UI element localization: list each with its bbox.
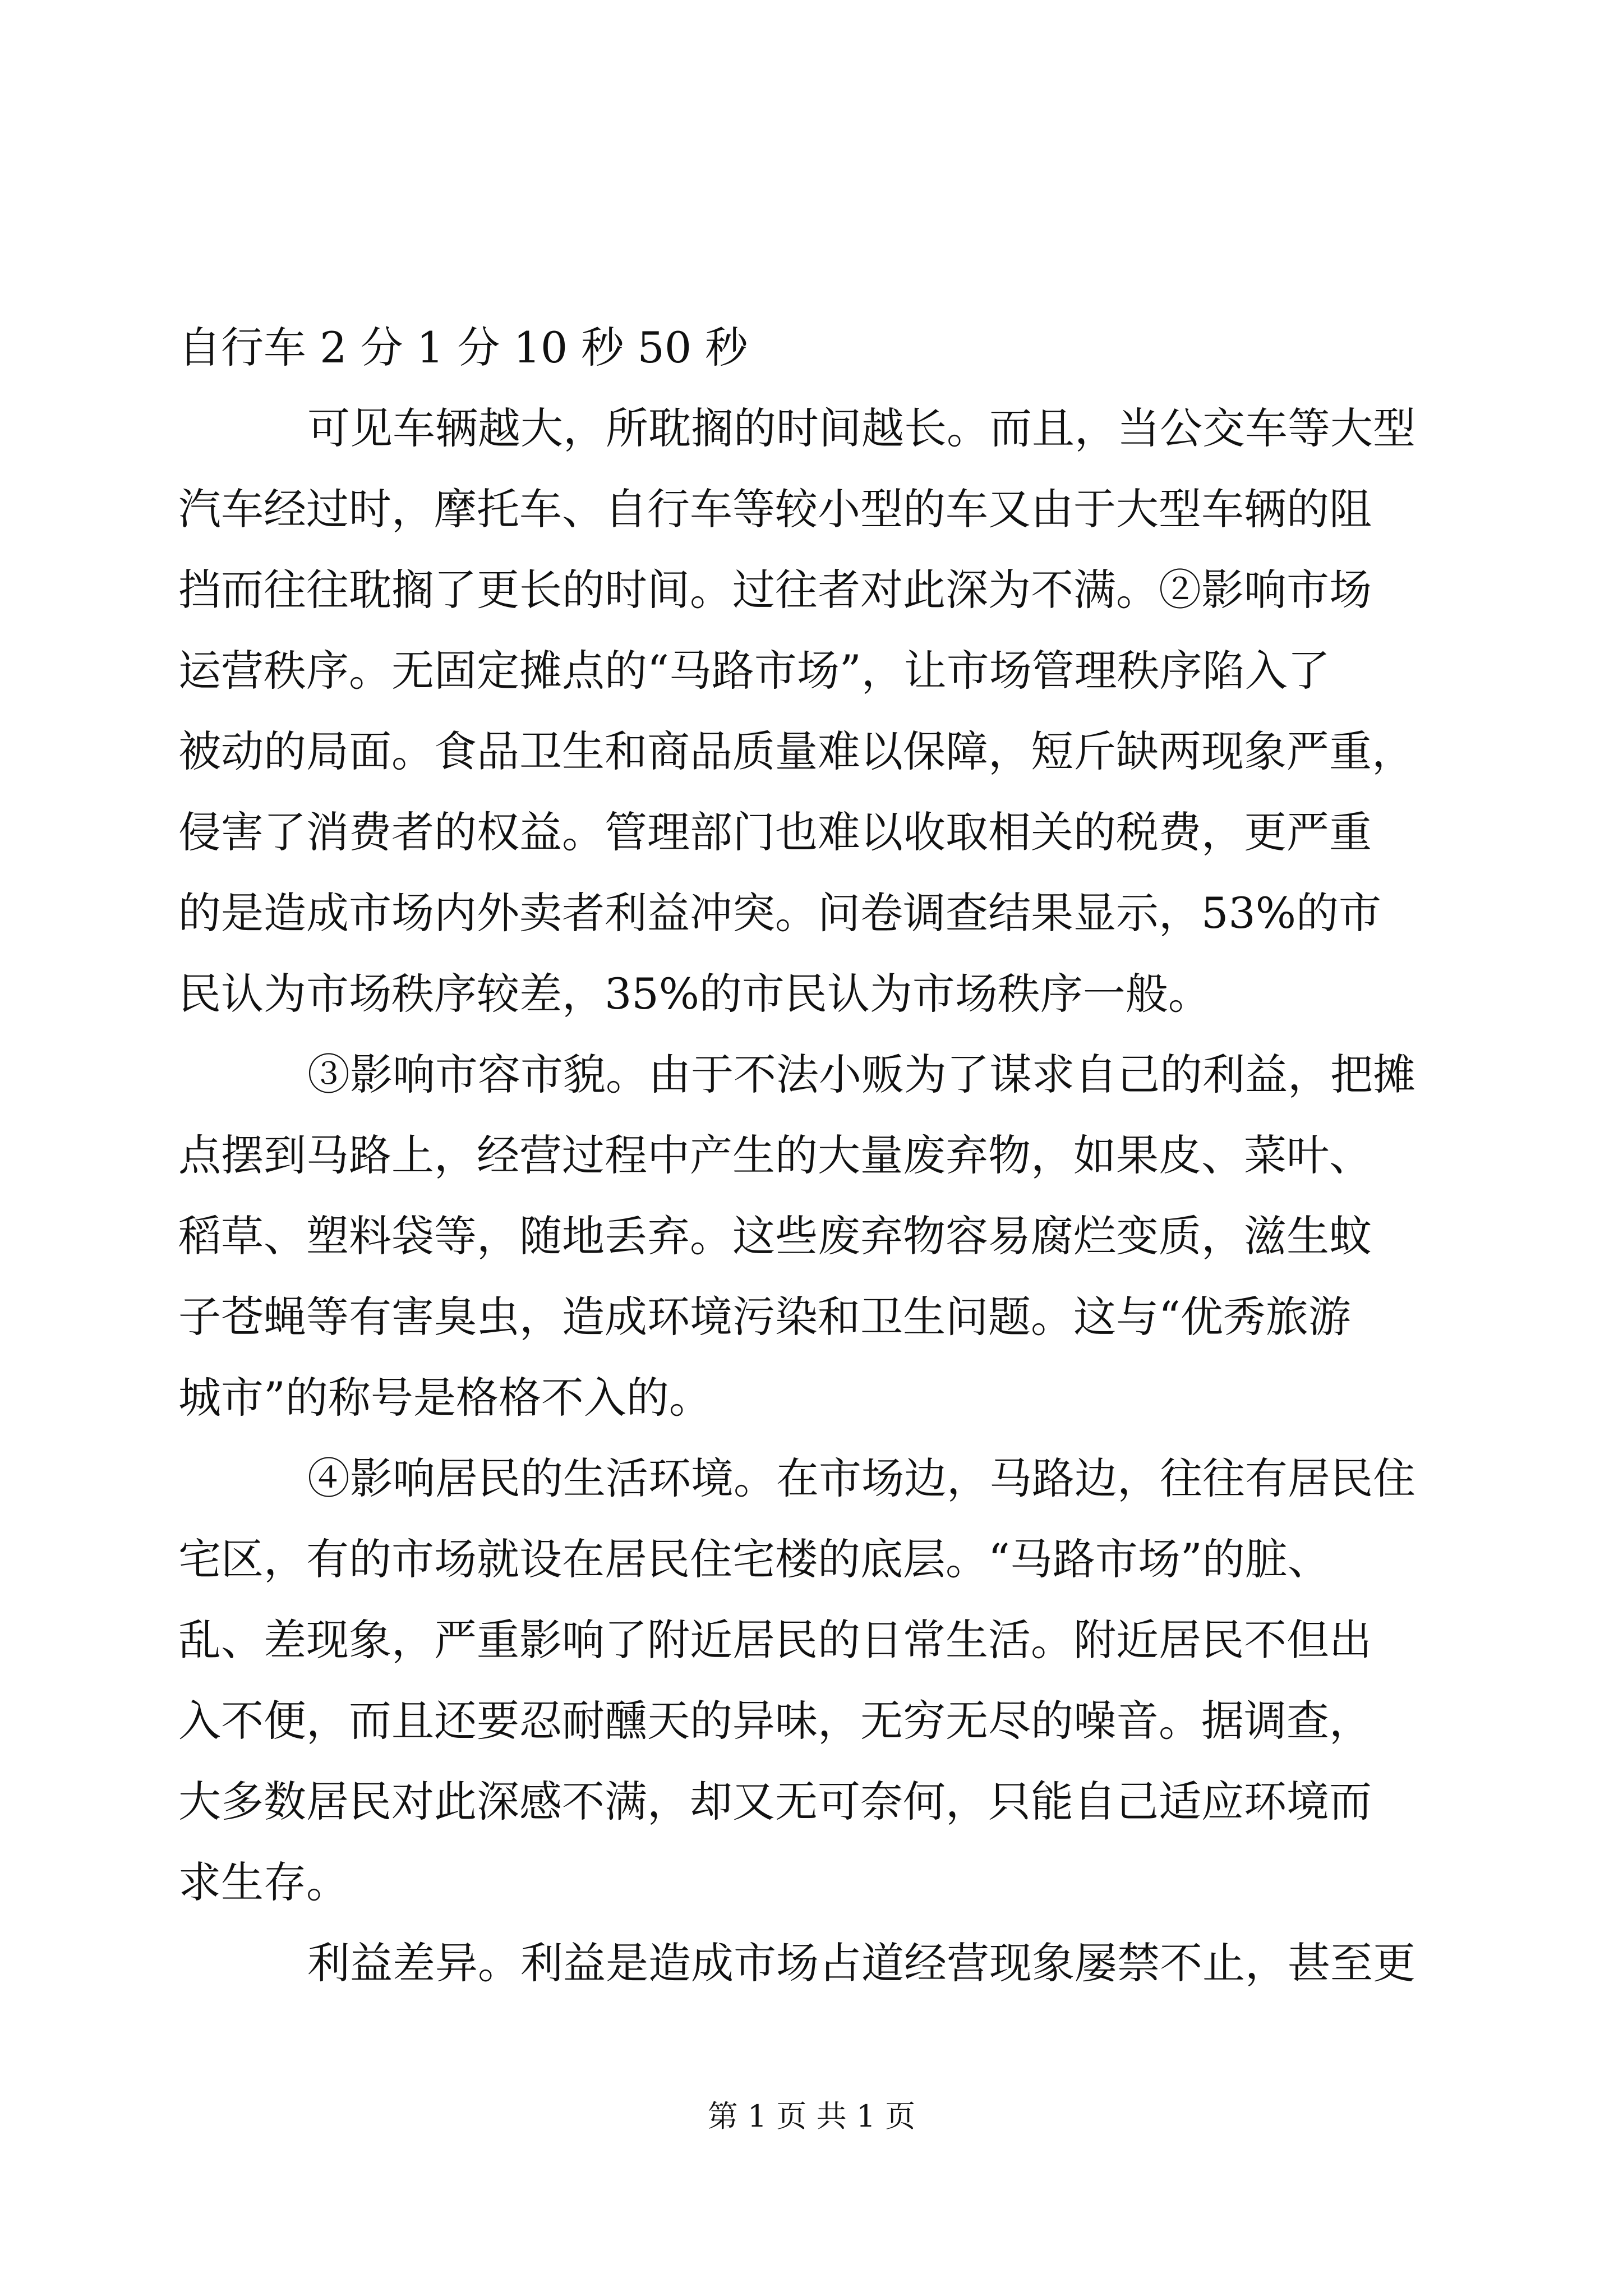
page-footer: 第 1 页 共 1 页 xyxy=(707,2099,916,2134)
text-line: 大多数居民对此深感不满，却又无可奈何，只能自己适应环境而 xyxy=(178,1777,1372,1826)
text-line: 自行车 2 分 1 分 10 秒 50 秒 xyxy=(178,323,748,372)
text-line: 侵害了消费者的权益。管理部门也难以收取相关的税费，更严重 xyxy=(178,807,1372,857)
text-line: 城市”的称号是格格不入的。 xyxy=(178,1373,712,1423)
text-line: 点摆到马路上，经营过程中产生的大量废弃物，如果皮、菜叶、 xyxy=(178,1130,1372,1180)
text-line: 入不便，而且还要忍耐醺天的异味，无穷无尽的噪音。据调查， xyxy=(178,1696,1372,1746)
text-line: 宅区，有的市场就设在居民住宅楼的底层。“马路市场”的脏、 xyxy=(178,1534,1330,1584)
text-line: 被动的局面。食品卫生和商品质量难以保障，短斤缺两现象严重， xyxy=(178,726,1414,776)
text-line: 民认为市场秩序较差，35%的市民认为市场秩序一般。 xyxy=(178,969,1211,1019)
text-line: 求生存。 xyxy=(178,1857,349,1907)
document-body xyxy=(178,307,1435,2004)
text-line: 子苍蝇等有害臭虫，造成环境污染和卫生问题。这与“优秀旅游 xyxy=(178,1292,1351,1342)
text-line: 挡而往往耽搁了更长的时间。过往者对此深为不满。②影响市场 xyxy=(178,565,1372,615)
text-line: 稻草、塑料袋等，随地丢弃。这些废弃物容易腐烂变质，滋生蚊 xyxy=(178,1211,1372,1261)
text-line: 汽车经过时，摩托车、自行车等较小型的车又由于大型车辆的阻 xyxy=(178,484,1372,534)
text-line: 运营秩序。无固定摊点的“马路市场”，让市场管理秩序陷入了 xyxy=(178,646,1330,696)
paragraph-start-line: ③影响市容市貌。由于不法小贩为了谋求自己的利益，把摊 xyxy=(307,1050,1415,1099)
paragraph-start-line: 利益差异。利益是造成市场占道经营现象屡禁不止，甚至更 xyxy=(307,1938,1415,1988)
text-line: 的是造成市场内外卖者利益冲突。问卷调查结果显示，53%的市 xyxy=(178,888,1381,938)
paragraph-start-line: 可见车辆越大，所耽搁的时间越长。而且，当公交车等大型 xyxy=(307,403,1415,453)
paragraph-start-line: ④影响居民的生活环境。在市场边，马路边，往往有居民住 xyxy=(307,1453,1415,1503)
text-line: 乱、差现象，严重影响了附近居民的日常生活。附近居民不但出 xyxy=(178,1615,1372,1665)
